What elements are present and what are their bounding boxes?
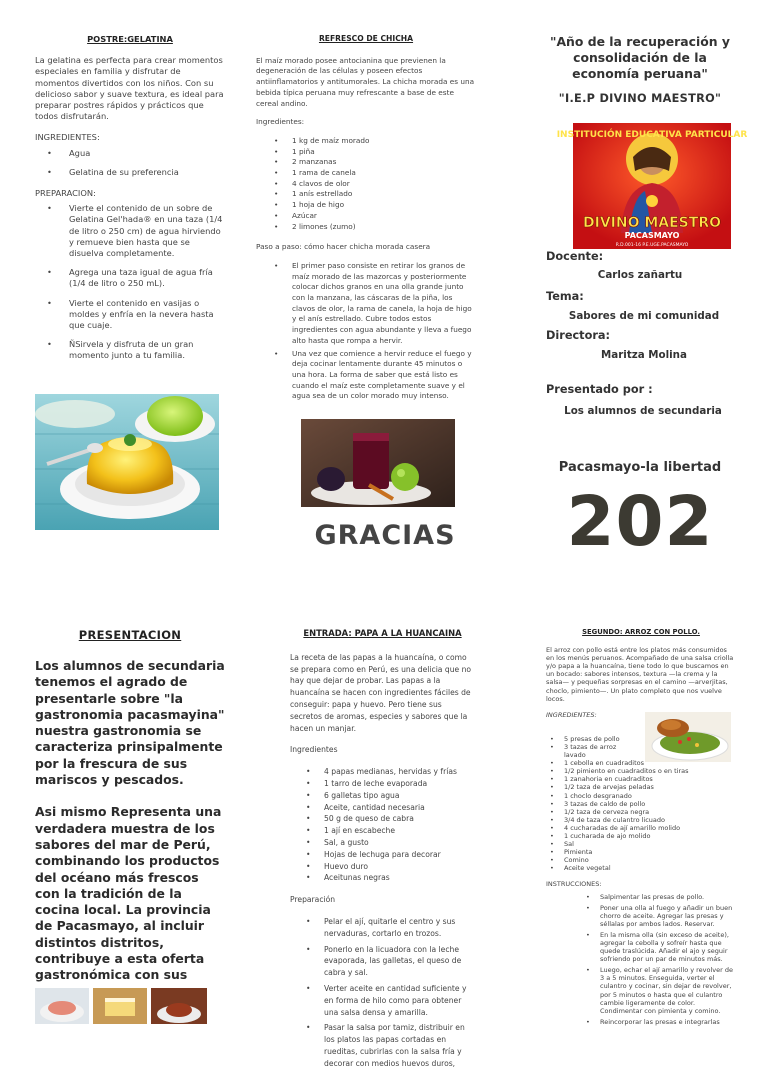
school-logo xyxy=(556,123,748,249)
huancaina-title: ENTRADA: PAPA A LA HUANCAINA xyxy=(303,628,462,638)
list-item: • 1 cebolla en cuadraditos xyxy=(564,759,744,767)
docente-label: Docente: xyxy=(546,250,604,263)
docente-name: Carlos zañartu xyxy=(597,269,683,281)
list-item: • Aceite, cantidad necesaria xyxy=(324,802,475,814)
food-thumbnails xyxy=(35,988,207,1024)
list-item: • 2 manzanas xyxy=(292,157,476,168)
chicha-steps-label: Paso a paso: cómo hacer chicha morada casera xyxy=(256,242,431,252)
chicha-intro: El maíz morado posee antocianina que previenen la degeneración de las células y poseen efectos antiinflamatorios y antitumorales. La chicha morada es una bebida típica peruana muy refrescante a base de este cereal andino. xyxy=(256,55,475,108)
list-item: • Hojas de lechuga para decorar xyxy=(324,849,475,861)
chicha-ingredients-label: Ingredientes: xyxy=(256,117,305,127)
gelatina-ingredients-label: INGREDIENTES: xyxy=(35,132,100,143)
place-text: Pacasmayo-la libertad xyxy=(558,460,722,475)
list-item: • Azúcar xyxy=(292,211,476,222)
list-item: • 1 anís estrellado xyxy=(292,189,476,200)
arroz-ingredients-label: INGREDIENTES: xyxy=(546,710,597,719)
list-item: • Una vez que comience a hervir reduce el fuego y deja cocinar lentamente durante 45 minutos o una hora. La forma de saber que está listo es cuando el maíz este completamente suave y el agua sea de un color morado muy intenso. xyxy=(292,349,476,403)
panel-gelatina xyxy=(35,34,225,372)
list-item: • Sal xyxy=(564,840,646,848)
list-item: • Sal, a gusto xyxy=(324,837,475,849)
list-item: • Agua xyxy=(69,148,225,159)
list-item: • Ponerlo en la licuadora con la leche evaporada, las galletas, el queso de cabra y sal. xyxy=(324,944,475,979)
logo-text-top: INSTITUCIÓN EDUCATIVA PARTICULAR xyxy=(556,130,748,140)
list-item: • 4 cucharadas de ají amarillo molido xyxy=(564,824,744,832)
year-text: 202 xyxy=(566,482,714,562)
list-item: • 6 galletas tipo agua xyxy=(324,790,475,802)
presentacion-p2: Asi mismo Representa una verdadera muestra de los sabores del mar de Perú, combinando los productos del océano más frescos con la tradición de la cocina local. La provincia de Pacasmayo, al incluir distintos distritos, contribuye a esta oferta gastronómica con sus xyxy=(35,804,222,983)
list-item: • Reincorporar las presas e integrarlas xyxy=(600,1018,736,1026)
list-item: • 1 kg de maíz morado xyxy=(292,136,476,147)
list-item: • Pelar el ají, quitarle el centro y sus nervaduras, cortarlo en trozos. xyxy=(324,916,475,940)
gelatina-intro: La gelatina es perfecta para crear momentos especiales en familia y disfrutar de momentos divertidos con los niños. Con su delicioso sabor y suave textura, es ideal para preparar postres rápidos y prácticos que todos disfrutarán. xyxy=(35,55,224,122)
cover-details xyxy=(546,250,746,417)
year-motto: "Año de la recuperación y consolidación de la economía peruana" xyxy=(550,34,730,81)
gracias-heading: GRACIAS xyxy=(314,520,456,551)
arroz-intro: El arroz con pollo está entre los platos más consumidos en los menús peruanos. Acompañado de una salsa criolla y/o papa a la huancaína, tiene todo lo que buscamos en un bocado: sabores intensos, textura —la crema y la salsa— y pequeñas sorpresas en el camino —arverjitas, choclo, pimiento—. Un plato completo que nos vuelve locos. xyxy=(546,646,734,703)
tema-label: Tema: xyxy=(546,290,584,303)
gelatina-title: POSTRE:GELATINA xyxy=(87,34,173,44)
list-item: • Aceite vegetal xyxy=(564,864,646,872)
panel-chicha xyxy=(256,34,476,412)
list-item: • 4 papas medianas, hervidas y frías xyxy=(324,766,475,778)
list-item: • Luego, echar el ají amarillo y revolver de 3 a 5 minutos. Enseguida, verter el culantro y cocinar, sin dejar de revolver, por 5 minutos o hasta que el culantro cambie ligeramente de color. Condimentar con pimienta y comino. xyxy=(600,966,736,1015)
list-item: • 1/2 pimiento en cuadraditos o en tiras xyxy=(564,767,744,775)
presentado-value: Los alumnos de secundaria xyxy=(564,405,722,417)
list-item: • 1 rama de canela xyxy=(292,168,476,179)
panel-cover xyxy=(540,34,740,105)
list-item: • Verter aceite en cantidad suficiente y en forma de hilo como para obtener una salsa densa y amarilla. xyxy=(324,983,475,1018)
huancaina-intro: La receta de las papas a la huancaína, o como se prepara como en Perú, es una delicia que no hay que dejar de probar. Las papas a la huancaína se hacen con ingredientes fáciles de conseguir: papa y huevo. Pero tiene sus secretos de aromas, especies y sabores que la hacen un manjar. xyxy=(290,652,472,733)
list-item: • 3 tazas de caldo de pollo xyxy=(564,800,744,808)
logo-text-small: R.D.001-16 P.E.UGE.PACASMAYO xyxy=(615,243,689,248)
list-item: • 1 tarro de leche evaporada xyxy=(324,778,475,790)
panel-arroz xyxy=(546,628,736,1029)
list-item: • Vierte el contenido en vasijas o moldes y enfría en la nevera hasta que cuaje. xyxy=(69,298,225,332)
list-item: • Salpimentar las presas de pollo. xyxy=(600,893,736,901)
list-item: • 4 clavos de olor xyxy=(292,179,476,190)
list-item: • 1 cucharada de ajo molido xyxy=(564,832,744,840)
list-item: • Vierte el contenido de un sobre de Gelatina Gel'hada® en una taza (1/4 de litro o 250 cm) de agua hirviendo y remueve bien hasta que se disuelva completamente. xyxy=(69,203,225,259)
list-item: • 1 zanahoria en cuadraditos xyxy=(564,775,744,783)
huancaina-ingredients-label: Ingredientes xyxy=(290,745,338,755)
huancaina-prep-label: Preparación xyxy=(290,895,336,905)
arroz-photo xyxy=(645,712,731,762)
presentacion-p1: Los alumnos de secundaria tenemos el agrado de presentarle sobre "la gastronomia pacasmayina" nuestra gastronomia se caracteriza prinsipalmente por la frescura de sus mariscos y pescados. xyxy=(35,658,225,788)
list-item: • 1 hoja de higo xyxy=(292,200,476,211)
list-item: • 1 choclo desgranado xyxy=(564,792,744,800)
list-item: • Comino xyxy=(564,856,646,864)
panel-huancaina xyxy=(290,628,475,1080)
list-item: • 1/2 taza de arvejas peladas xyxy=(564,783,744,791)
list-item: • Pasar la salsa por tamiz, distribuir en los platos las papas cortadas en rueditas, cubrirlas con la salsa fría y decorar con medios huevos duros, xyxy=(324,1022,475,1069)
presentacion-title: PRESENTACION xyxy=(78,628,182,642)
directora-label: Directora: xyxy=(546,329,611,342)
list-item: • El primer paso consiste en retirar los granos de maíz morado de las mazorcas y posteriormente colocar dichos granos en una olla grande junto con la manzana, las cáscaras de la piña, los clavos de olor, la rama de canela, la hoja de higo y el anís estrellado. Cubre todos estos ingredientes con agua abundante y lleva a fuego alto hasta que rompa a hervir. xyxy=(292,261,476,347)
gelatina-photo xyxy=(35,394,219,530)
list-item: • 1/2 taza de cerveza negra xyxy=(564,808,744,816)
list-item: • Huevo duro xyxy=(324,861,475,873)
list-item: • Aceitunas negras xyxy=(324,872,475,884)
list-item: • 1 piña xyxy=(292,147,476,158)
list-item: • 5 presas de pollo xyxy=(564,735,646,743)
list-item: • Gelatina de su preferencia xyxy=(69,167,225,178)
gelatina-prep-label: PREPARACION: xyxy=(35,188,96,199)
list-item: • En la misma olla (sin exceso de aceite), agregar la cebolla y sofreír hasta que quede traslúcida. Añadir el ajo y seguir sofriendo por un par de minutos más. xyxy=(600,931,736,963)
list-item: • 3/4 de taza de culantro licuado xyxy=(564,816,744,824)
panel-presentacion xyxy=(35,628,225,1000)
list-item: • Pimienta xyxy=(564,848,646,856)
logo-text-city: PACASMAYO xyxy=(624,231,680,240)
chicha-title: REFRESCO DE CHICHA xyxy=(318,34,414,43)
list-item: • Poner una olla al fuego y añadir un buen chorro de aceite. Agregar las presas y séllalas por ambos lados. Reservar. xyxy=(600,904,736,928)
list-item: • 2 limones (zumo) xyxy=(292,222,476,233)
tema-value: Sabores de mi comunidad xyxy=(568,310,720,322)
list-item: • 50 g de queso de cabra xyxy=(324,813,475,825)
list-item: • 3 tazas de arroz lavado xyxy=(564,743,634,759)
arroz-instructions-label: INSTRUCCIONES: xyxy=(546,880,602,889)
chicha-photo xyxy=(301,419,455,507)
list-item: • 1 ají en escabeche xyxy=(324,825,475,837)
presentado-label: Presentado por : xyxy=(546,383,653,396)
logo-text-mid: DIVINO MAESTRO xyxy=(582,215,722,231)
list-item: • Agrega una taza igual de agua fría (1/4 de litro o 250 mL). xyxy=(69,267,225,289)
list-item: • ÑSirvela y disfruta de un gran momento junto a tu familia. xyxy=(69,339,225,361)
arroz-title: SEGUNDO: ARROZ CON POLLO. xyxy=(582,628,700,636)
directora-name: Maritza Molina xyxy=(601,349,687,361)
school-name: "I.E.P DIVINO MAESTRO" xyxy=(558,92,722,105)
